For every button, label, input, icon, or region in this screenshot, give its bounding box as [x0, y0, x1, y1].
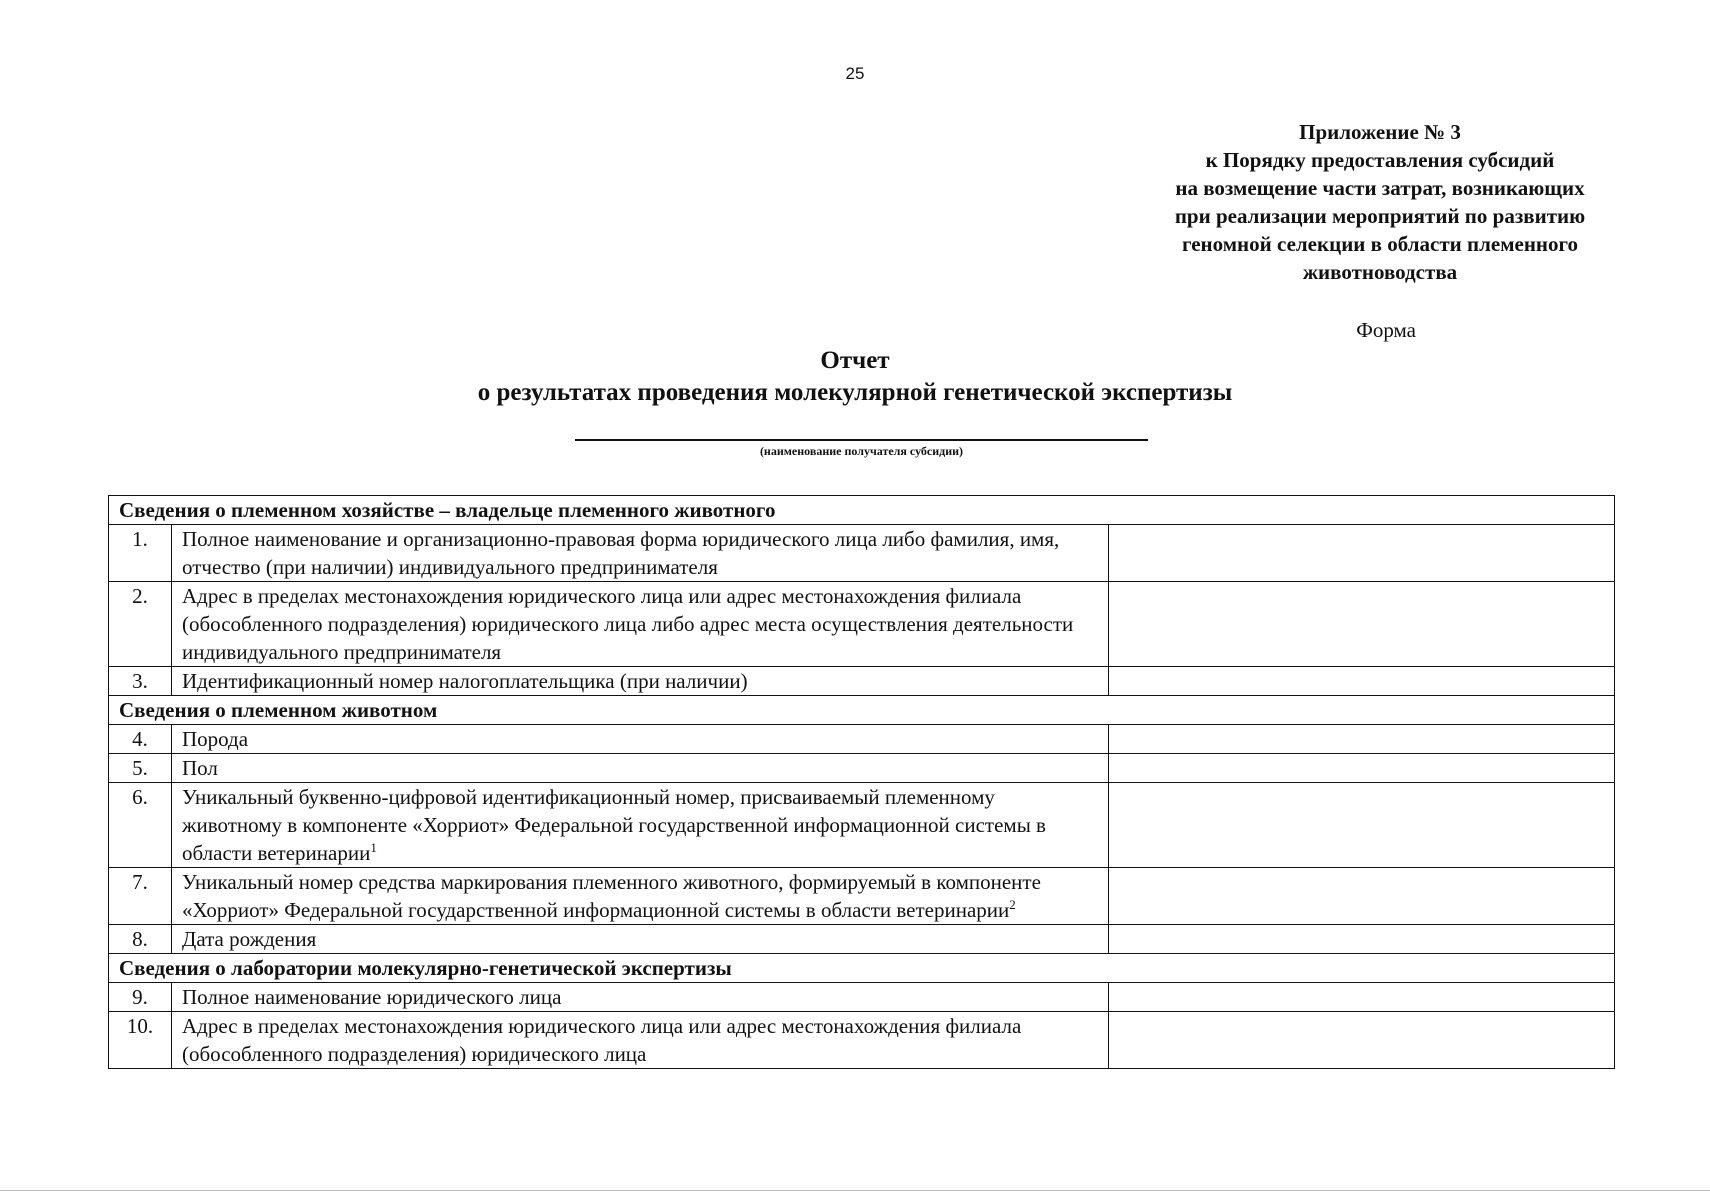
title-line-2: о результатах проведения молекулярной генетической экспертизы — [477, 379, 1233, 406]
row-value-field[interactable] — [1109, 925, 1615, 954]
row-value-field[interactable] — [1109, 983, 1615, 1012]
row-label-text: Полное наименование и организационно-правовая форма юридического лица либо фамилия, имя, отчество (при наличии) индивидуального предпринимателя — [182, 527, 1060, 579]
table-row — [109, 868, 1615, 925]
row-value-field[interactable] — [1109, 725, 1615, 754]
form-label: Форма — [1356, 318, 1416, 342]
section-heading: Сведения о лаборатории молекулярно-генетической экспертизы — [109, 954, 1615, 983]
row-value-field[interactable] — [1109, 1012, 1615, 1069]
row-label-text: Порода — [182, 727, 249, 751]
section-heading-row — [109, 696, 1615, 725]
row-value-field[interactable] — [1109, 783, 1615, 868]
scan-edge-line — [0, 1190, 1710, 1191]
title-line-1: Отчет — [820, 347, 890, 374]
appendix-line: Приложение № 3 — [1299, 120, 1461, 144]
section-heading-row — [109, 496, 1615, 525]
table-row — [109, 582, 1615, 667]
row-label — [172, 525, 1109, 582]
appendix-line: к Порядку предоставления субсидий — [1205, 148, 1555, 172]
row-label — [172, 1012, 1109, 1069]
document-title — [0, 345, 1710, 409]
row-label — [172, 783, 1109, 868]
row-label — [172, 725, 1109, 754]
section-heading: Сведения о племенном хозяйстве – владельце племенного животного — [109, 496, 1615, 525]
row-label — [172, 582, 1109, 667]
row-label-text: Уникальный номер средства маркирования племенного животного, формируемый в компоненте «Хорриот» Федеральной государственной информационной системы в области ветеринарии — [182, 870, 1041, 922]
row-label-text: Пол — [182, 756, 218, 780]
row-number: 9. — [109, 983, 172, 1012]
row-label — [172, 667, 1109, 696]
report-table — [108, 495, 1615, 1069]
footnote-ref: 2 — [1009, 897, 1016, 912]
row-label — [172, 925, 1109, 954]
appendix-line: при реализации мероприятий по развитию — [1174, 204, 1586, 228]
table-row — [109, 725, 1615, 754]
row-number: 2. — [109, 582, 172, 667]
page-number: 25 — [845, 64, 865, 83]
row-value-field[interactable] — [1109, 582, 1615, 667]
row-number: 5. — [109, 754, 172, 783]
row-value-field[interactable] — [1109, 525, 1615, 582]
table-row — [109, 754, 1615, 783]
section-heading: Сведения о племенном животном — [109, 696, 1615, 725]
row-label — [172, 983, 1109, 1012]
row-value-field[interactable] — [1109, 868, 1615, 925]
row-value-field[interactable] — [1109, 667, 1615, 696]
section-heading-row — [109, 954, 1615, 983]
appendix-line: геномной селекции в области племенного — [1181, 232, 1579, 256]
table-row — [109, 925, 1615, 954]
row-number: 6. — [109, 783, 172, 868]
row-label — [172, 868, 1109, 925]
table-row — [109, 983, 1615, 1012]
row-number: 7. — [109, 868, 172, 925]
row-number: 10. — [109, 1012, 172, 1069]
row-label-text: Идентификационный номер налогоплательщика (при наличии) — [182, 669, 748, 693]
appendix-header — [1140, 118, 1620, 286]
row-value-field[interactable] — [1109, 754, 1615, 783]
appendix-line: животноводства — [1302, 260, 1458, 284]
row-number: 4. — [109, 725, 172, 754]
footnote-ref: 1 — [370, 840, 377, 855]
row-number: 1. — [109, 525, 172, 582]
row-label-text: Дата рождения — [182, 927, 317, 951]
table-row — [109, 783, 1615, 868]
appendix-line: на возмещение части затрат, возникающих — [1175, 176, 1585, 200]
recipient-name-line[interactable] — [575, 439, 1148, 441]
row-label-text: Адрес в пределах местонахождения юридического лица или адрес местонахождения филиала (обособленного подразделения) юридического лица либо адрес места осуществления деятельности индивидуального предпринимателя — [182, 584, 1074, 664]
row-label — [172, 754, 1109, 783]
row-number: 3. — [109, 667, 172, 696]
row-label-text: Уникальный буквенно-цифровой идентификационный номер, присваиваемый племенному животному в компоненте «Хорриот» Федеральной государственной информационной системы в области ветеринарии — [182, 785, 1046, 865]
table-row — [109, 1012, 1615, 1069]
row-number: 8. — [109, 925, 172, 954]
row-label-text: Адрес в пределах местонахождения юридического лица или адрес местонахождения филиала (обособленного подразделения) юридического лица — [182, 1014, 1022, 1066]
table-row — [109, 525, 1615, 582]
recipient-caption: (наименование получателя субсидии) — [759, 444, 964, 458]
row-label-text: Полное наименование юридического лица — [182, 985, 562, 1009]
table-row — [109, 667, 1615, 696]
